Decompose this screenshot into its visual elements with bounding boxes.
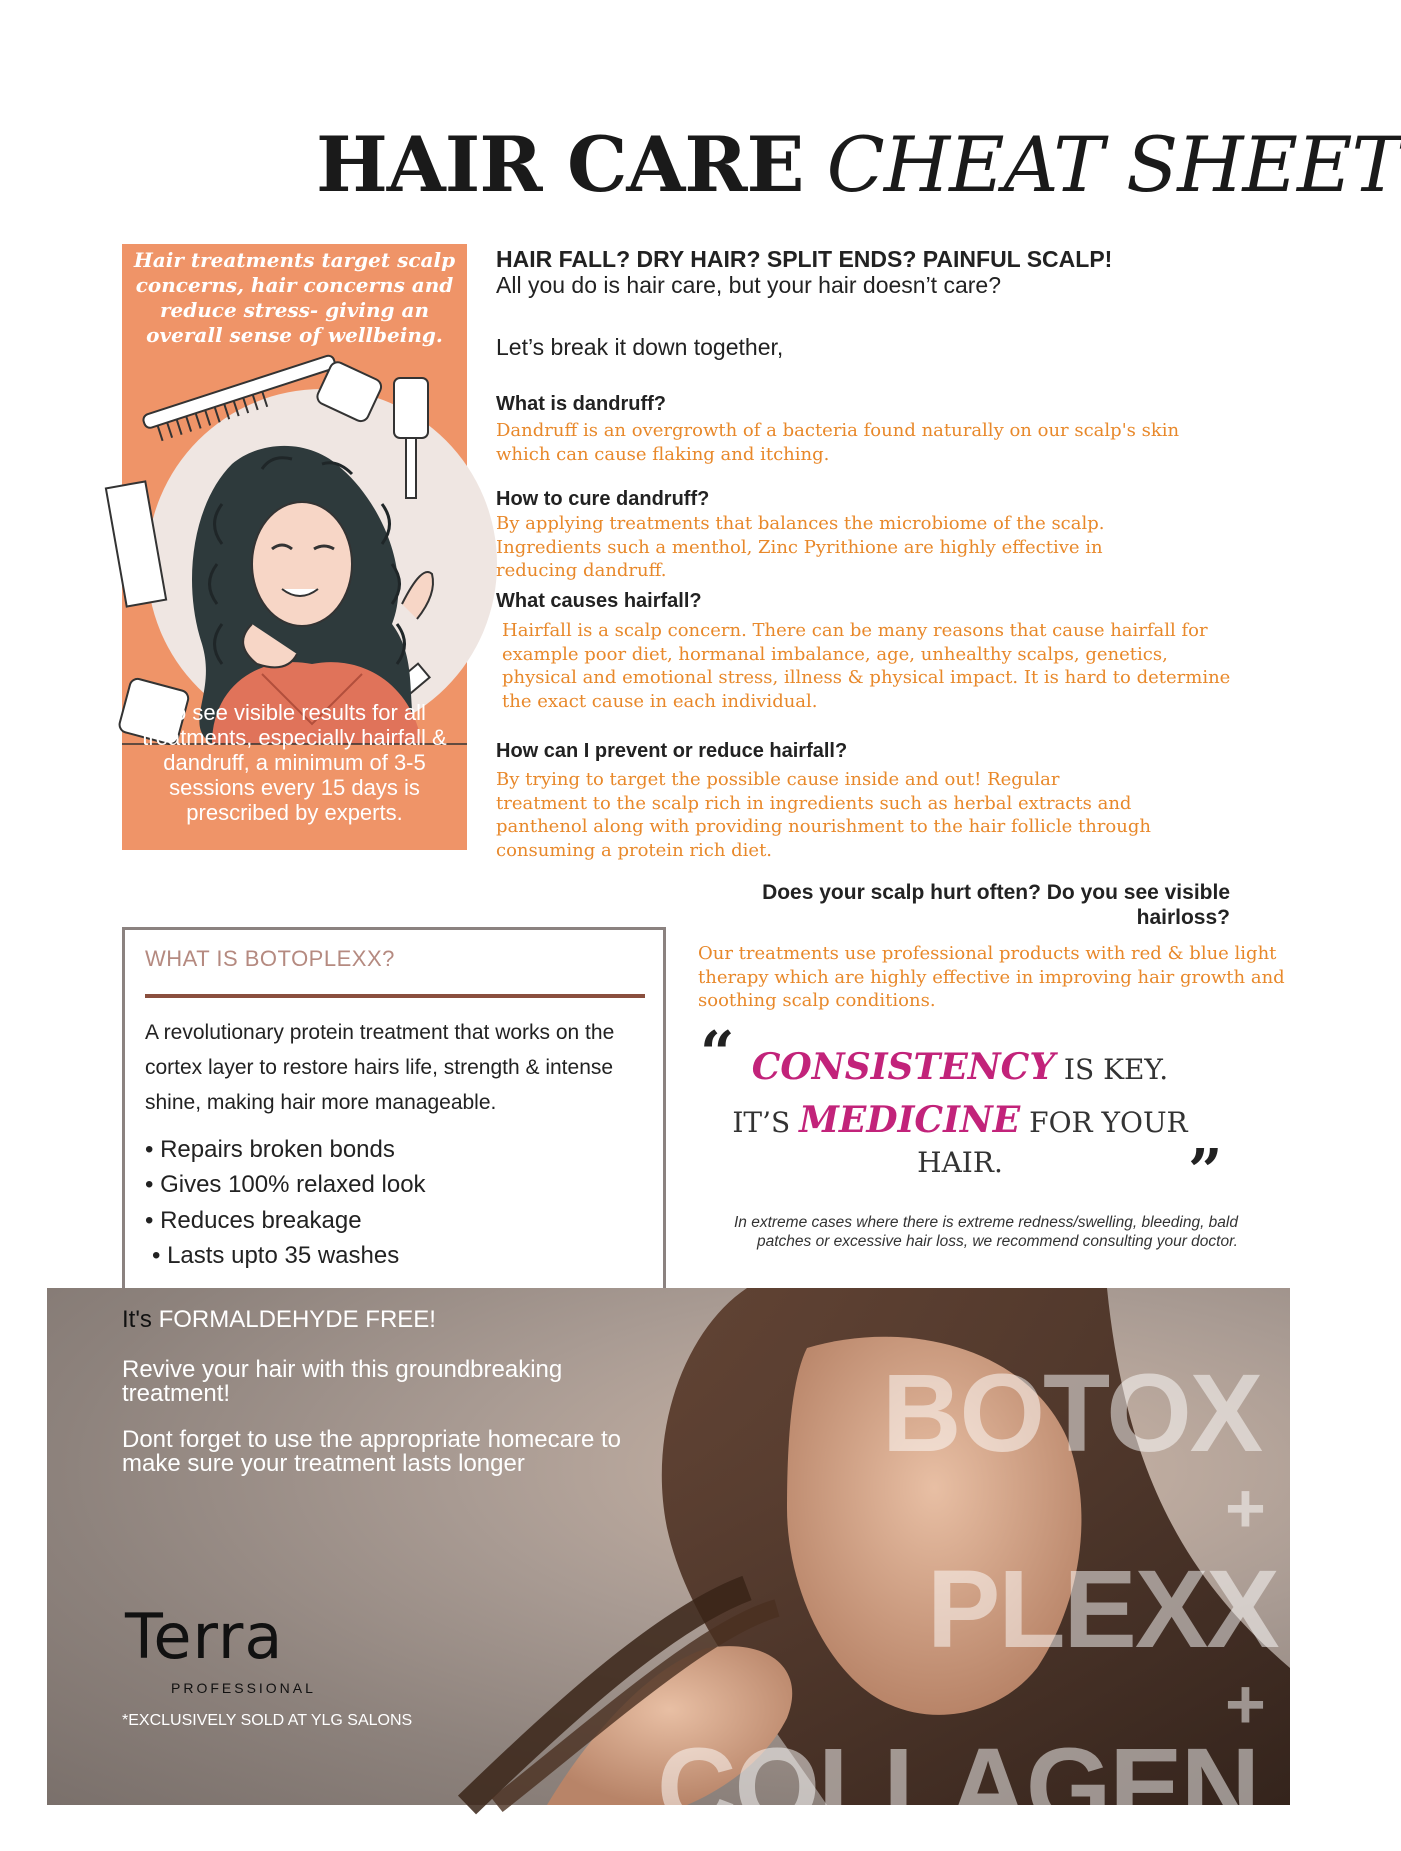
botoplexx-description: A revolutionary protein treatment that works on the cortex layer to restore hairs life, strength & intense shine, making hair more manageable.: [145, 1021, 615, 1114]
faq-answer-causes: Hairfall is a scalp concern. There can be many reasons that cause hairfall for example poor diet, hormanal imbalance, age, unhealthy scalps, genetics, physical and emotional stress, illness & physical impact. It is hard to determine the exact cause in each individual.: [502, 620, 1231, 712]
intro-break-line: Let’s break it down together,: [496, 334, 784, 360]
revive-text: Revive your hair with this groundbreaking treatment!: [122, 1356, 563, 1407]
quote-part: IT’S: [732, 1106, 800, 1139]
comb-icon-left: [106, 481, 166, 606]
botoplexx-title: WHAT IS BOTOPLEXX?: [145, 946, 395, 971]
quote-highlight-medicine: MEDICINE: [799, 1099, 1021, 1141]
faq-answer-dandruff: Dandruff is an overgrowth of a bacteria found naturally on our scalp's skin which can cause flaking and itching.: [496, 420, 1180, 465]
exclusive-note: *EXCLUSIVELY SOLD AT YLG SALONS: [122, 1712, 413, 1729]
quote-part: IS KEY.: [1055, 1053, 1169, 1086]
faq-answer-cure: By applying treatments that balances the microbiome of the scalp. Ingredients such a menthol, Zinc Pyrithione are highly effective in reducing dandruff.: [496, 513, 1105, 581]
bullet-item: • Repairs broken bonds: [145, 1136, 395, 1163]
quote-text: [720, 1042, 1200, 1178]
intro-headline: HAIR FALL? DRY HAIR? SPLIT ENDS? PAINFUL SCALP!: [496, 246, 1113, 272]
word-botox: BOTOX: [882, 1352, 1262, 1475]
intro-subline: All you do is hair care, but your hair doesn’t care?: [496, 272, 1001, 298]
faq-question-causes: What causes hairfall?: [496, 590, 702, 612]
quote-part: HAIR.: [917, 1146, 1003, 1179]
quote-highlight-consistency: CONSISTENCY: [751, 1046, 1056, 1088]
faq-answer-prevent: By trying to target the possible cause inside and out! Regular treatment to the scalp rich in ingredients such as herbal extracts and panthenol along with providing nourishment to the hair follicle through consuming a protein rich diet.: [496, 769, 1151, 861]
quote-part: FOR YOUR: [1020, 1106, 1188, 1139]
word-collagen: COLLAGEN: [657, 1726, 1259, 1849]
scalp-answer: Our treatments use professional products with red & blue light therapy which are highly effective in improving hair growth and soothing scalp conditions.: [698, 943, 1285, 1011]
disclaimer: In extreme cases where there is extreme redness/swelling, bleeding, bald patches or excessive hair loss, we recommend consulting your doctor.: [733, 1214, 1238, 1250]
title-bold: HAIR CARE: [316, 120, 804, 209]
terra-logo: Terra: [125, 1600, 284, 1673]
bullet-item: • Reduces breakage: [145, 1207, 362, 1234]
promo-banner: [47, 1288, 1290, 1849]
divider: [145, 994, 645, 998]
plus-icon: +: [1225, 1665, 1264, 1743]
faq-question-prevent: How can I prevent or reduce hairfall?: [496, 740, 848, 762]
formaldehyde-line: [122, 1306, 436, 1334]
bullet-item: • Lasts upto 35 washes: [152, 1242, 400, 1269]
quote-close-icon: ”: [1188, 1137, 1223, 1207]
homecare-text: Dont forget to use the appropriate homecare to make sure your treatment lasts longer: [122, 1426, 621, 1477]
card-bottom-text: To see visible results for all treatments, especially hairfall & dandruff, a minimum of 3-5 sessions every 15 days is prescribed by experts.: [142, 700, 447, 825]
faq-question-dandruff: What is dandruff?: [496, 393, 666, 415]
card-top-text: Hair treatments target scalp concerns, hair concerns and reduce stress- giving an overall sense of wellbeing.: [133, 248, 456, 347]
terra-logo-sub: PROFESSIONAL: [171, 1680, 316, 1696]
quote-open-icon: “: [700, 1019, 735, 1089]
faq-question-cure: How to cure dandruff?: [496, 488, 710, 510]
formaldehyde-free: FORMALDEHYDE FREE!: [158, 1306, 436, 1333]
plus-icon: +: [1225, 1469, 1264, 1547]
bullet-item: • Gives 100% relaxed look: [145, 1171, 426, 1198]
title-italic: CHEAT SHEET: [826, 120, 1401, 209]
scalp-question: Does your scalp hurt often? Do you see visible hairloss?: [762, 881, 1230, 929]
word-plexx: PLEXX: [927, 1548, 1278, 1671]
its-label: It's: [122, 1306, 152, 1333]
page-title: [316, 120, 1401, 209]
info-card: [122, 244, 467, 850]
